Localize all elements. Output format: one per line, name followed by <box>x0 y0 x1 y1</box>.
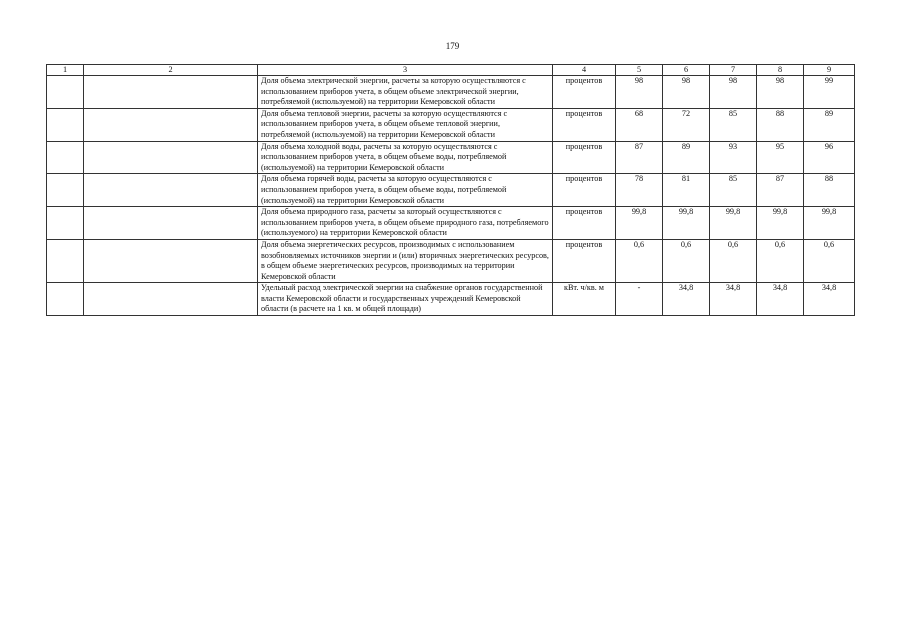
value-cell: 0,6 <box>757 239 804 282</box>
value-cell: 34,8 <box>804 283 855 316</box>
row-cell-empty <box>84 141 258 174</box>
column-header-7: 7 <box>710 65 757 76</box>
value-cell: 99,8 <box>663 207 710 240</box>
value-cell: 68 <box>616 108 663 141</box>
value-cell: 99,8 <box>616 207 663 240</box>
indicator-name: Доля объема холодной воды, расчеты за которую осуществляются с использованием приборов учета, в общем объеме воды, потребляемой (используемой) на территории Кемеровской области <box>258 141 553 174</box>
table-row <box>47 108 855 141</box>
value-cell: 0,6 <box>804 239 855 282</box>
value-cell: 0,6 <box>710 239 757 282</box>
value-cell: 89 <box>804 108 855 141</box>
indicator-name: Доля объема энергетических ресурсов, производимых с использованием возобновляемых источников энергии и (или) вторичных энергетических ресурсов, в общем объеме энергетических ресурсов, производимых на территории Кемеровской области <box>258 239 553 282</box>
value-cell: 88 <box>757 108 804 141</box>
value-cell: 34,8 <box>663 283 710 316</box>
column-header-1: 1 <box>47 65 84 76</box>
column-header-2: 2 <box>84 65 258 76</box>
value-cell: 99,8 <box>710 207 757 240</box>
value-cell: 88 <box>804 174 855 207</box>
value-cell: 34,8 <box>757 283 804 316</box>
table-row <box>47 207 855 240</box>
indicators-table <box>46 64 855 316</box>
column-header-4: 4 <box>553 65 616 76</box>
table-row <box>47 141 855 174</box>
value-cell: 87 <box>616 141 663 174</box>
value-cell: 98 <box>757 76 804 109</box>
row-cell-empty <box>47 239 84 282</box>
unit-cell: процентов <box>553 174 616 207</box>
table-row <box>47 283 855 316</box>
value-cell: 0,6 <box>616 239 663 282</box>
value-cell: 98 <box>663 76 710 109</box>
indicator-name: Доля объема тепловой энергии, расчеты за которую осуществляются с использованием приборов учета, в общем объеме тепловой энергии, потребляемой (используемой) на территории Кемеровской области <box>258 108 553 141</box>
row-cell-empty <box>84 108 258 141</box>
value-cell: 99,8 <box>804 207 855 240</box>
row-cell-empty <box>47 76 84 109</box>
column-header-9: 9 <box>804 65 855 76</box>
value-cell: 81 <box>663 174 710 207</box>
indicator-name: Доля объема электрической энергии, расчеты за которую осуществляются с использованием приборов учета, в общем объеме электрической энергии, потребляемой (используемой) на территории Кемеровской области <box>258 76 553 109</box>
row-cell-empty <box>84 76 258 109</box>
column-header-8: 8 <box>757 65 804 76</box>
value-cell: 98 <box>710 76 757 109</box>
row-cell-empty <box>84 239 258 282</box>
column-header-6: 6 <box>663 65 710 76</box>
indicator-name: Удельный расход электрической энергии на снабжение органов государственной власти Кемеровской области и государственных учреждений Кемеровской области (в расчете на 1 кв. м общей площади) <box>258 283 553 316</box>
page-number: 179 <box>445 41 460 51</box>
row-cell-empty <box>84 174 258 207</box>
row-cell-empty <box>84 283 258 316</box>
row-cell-empty <box>47 207 84 240</box>
column-header-3: 3 <box>258 65 553 76</box>
table-row <box>47 174 855 207</box>
value-cell: 99 <box>804 76 855 109</box>
value-cell: 0,6 <box>663 239 710 282</box>
header-row <box>47 65 855 76</box>
row-cell-empty <box>47 174 84 207</box>
indicator-name: Доля объема горячей воды, расчеты за которую осуществляются с использованием приборов учета, в общем объеме воды, потребляемой (используемой) на территории Кемеровской области <box>258 174 553 207</box>
value-cell: - <box>616 283 663 316</box>
value-cell: 95 <box>757 141 804 174</box>
indicator-name: Доля объема природного газа, расчеты за который осуществляются с использованием приборов учета, в общем объеме природного газа, потребляемого (используемого) на территории Кемеровской области <box>258 207 553 240</box>
value-cell: 87 <box>757 174 804 207</box>
value-cell: 85 <box>710 174 757 207</box>
value-cell: 98 <box>616 76 663 109</box>
value-cell: 34,8 <box>710 283 757 316</box>
row-cell-empty <box>84 207 258 240</box>
value-cell: 72 <box>663 108 710 141</box>
value-cell: 96 <box>804 141 855 174</box>
column-header-5: 5 <box>616 65 663 76</box>
unit-cell: процентов <box>553 239 616 282</box>
value-cell: 85 <box>710 108 757 141</box>
table-row <box>47 239 855 282</box>
table-row <box>47 76 855 109</box>
row-cell-empty <box>47 108 84 141</box>
unit-cell: процентов <box>553 141 616 174</box>
row-cell-empty <box>47 283 84 316</box>
unit-cell: кВт. ч/кв. м <box>553 283 616 316</box>
unit-cell: процентов <box>553 108 616 141</box>
unit-cell: процентов <box>553 76 616 109</box>
value-cell: 78 <box>616 174 663 207</box>
row-cell-empty <box>47 141 84 174</box>
unit-cell: процентов <box>553 207 616 240</box>
value-cell: 93 <box>710 141 757 174</box>
value-cell: 99,8 <box>757 207 804 240</box>
value-cell: 89 <box>663 141 710 174</box>
